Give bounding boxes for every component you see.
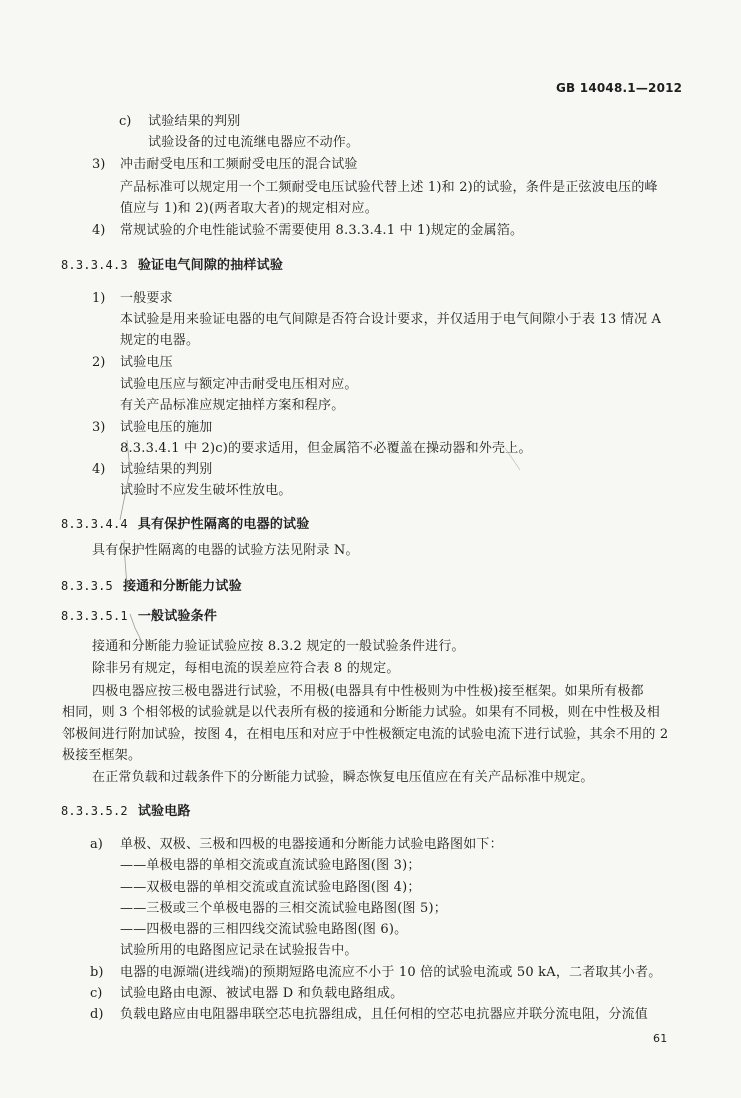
paragraph-line: 有关产品标准应规定抽样方案和程序。 (120, 398, 345, 413)
paragraph-line: 试验电压应与额定冲击耐受电压相对应。 (120, 377, 358, 392)
paragraph-line: 四极电器应按三极电器进行试验，不用极(电器具有中性极则为中性极)接至框架。如果所有极都 (92, 684, 644, 699)
paragraph-line: 产品标准可以规定用一个工频耐受电压试验代替上述 1)和 2)的试验，条件是正弦波电压的峰 (120, 180, 658, 195)
list-item-title: 冲击耐受电压和工频耐受电压的混合试验 (120, 157, 358, 172)
list-marker: b) (90, 965, 104, 980)
list-item-text: 常规试验的介电性能试验不需要使用 8.3.3.4.1 中 1)规定的金属箔。 (120, 223, 524, 238)
list-item-text: 电器的电源端(进线端)的预期短路电流应不小于 10 倍的试验电流或 50 kA，二者取其小者。 (120, 965, 662, 980)
list-subitem: ——三极或三个单极电器的三相交流试验电路图(图 5)； (120, 901, 447, 916)
list-marker: 4) (92, 462, 106, 477)
paragraph-line: 8.3.3.4.1 中 2)c)的要求适用，但金属箔不必覆盖在操动器和外壳上。 (120, 441, 532, 456)
paragraph-line: 除非另有规定，每相电流的误差应符合表 8 的规定。 (92, 661, 400, 676)
list-marker: 3) (92, 157, 106, 172)
section-title: 接通和分断能力试验 (122, 579, 242, 594)
list-marker: c) (119, 114, 132, 129)
paragraph-line: 在正常负载和过载条件下的分断能力试验，瞬态恢复电压值应在有关产品标准中规定。 (92, 770, 594, 785)
list-item-title: 试验结果的判别 (148, 114, 241, 129)
list-subitem: ——单极电器的单相交流或直流试验电路图(图 3)； (120, 858, 421, 873)
paragraph-line: 试验时不应发生破坏性放电。 (120, 483, 292, 498)
paragraph-line: 相同，则 3 个相邻极的试验就是以代表所有极的接通和分断能力试验。如果有不同极，则在中性极及相 (62, 705, 660, 720)
paragraph-line: 值应与 1)和 2)(两者取大者)的规定相对应。 (120, 201, 378, 216)
list-item-title: 试验电压的施加 (120, 420, 213, 435)
list-item-text: 单极、双极、三极和四极的电器接通和分断能力试验电路图如下： (120, 837, 503, 852)
paragraph-line: 具有保护性隔离的电器的试验方法见附录 N。 (92, 543, 359, 558)
section-number: 8.3.3.4.4 (61, 517, 128, 531)
list-marker: 2) (92, 355, 106, 370)
section-title: 具有保护性隔离的电器的试验 (137, 517, 310, 532)
section-number: 8.3.3.4.3 (61, 258, 128, 272)
page-number: 61 (653, 1032, 668, 1045)
paragraph-line: 接通和分断能力验证试验应按 8.3.2 规定的一般试验条件进行。 (92, 639, 465, 654)
list-subitem: ——四极电器的三相四线交流试验电路图(图 6)。 (120, 922, 408, 937)
section-title: 一般试验条件 (137, 609, 218, 624)
paragraph-line: 试验设备的过电流继电器应不动作。 (148, 135, 360, 150)
list-marker: a) (90, 837, 103, 852)
list-marker: 4) (92, 223, 106, 238)
list-marker: 3) (92, 420, 106, 435)
paragraph-line: 规定的电器。 (120, 333, 200, 348)
paragraph-line: 邻极间进行附加试验，按图 4，在相电压和对应于中性极额定电流的试验电流下进行试验，其余不用的 2 (62, 727, 669, 742)
section-number: 8.3.3.5 (61, 579, 113, 593)
list-item-text: 试验电路由电源、被试电器 D 和负载电路组成。 (120, 986, 404, 1001)
list-marker: c) (90, 986, 103, 1001)
list-item-title: 试验电压 (120, 355, 173, 370)
paragraph-line: 试验所用的电路图应记录在试验报告中。 (120, 943, 358, 958)
list-marker: d) (90, 1007, 104, 1022)
list-item-title: 试验结果的判别 (120, 462, 213, 477)
list-item-title: 一般要求 (120, 291, 173, 306)
standard-number: GB 14048.1—2012 (556, 81, 683, 95)
section-title: 验证电气间隙的抽样试验 (137, 258, 284, 273)
section-title: 试验电路 (137, 804, 191, 819)
paragraph-line: 极接至框架。 (62, 748, 142, 763)
list-item-text: 负载电路应由电阻器串联空芯电抗器组成，且任何相的空芯电抗器应并联分流电阻，分流值 (120, 1007, 649, 1022)
paragraph-line: 本试验是用来验证电器的电气间隙是否符合设计要求，并仅适用于电气间隙小于表 13 情况 A (120, 312, 662, 327)
list-subitem: ——双极电器的单相交流或直流试验电路图(图 4)； (120, 880, 421, 895)
section-number: 8.3.3.5.2 (61, 804, 128, 818)
section-number: 8.3.3.5.1 (61, 609, 128, 623)
list-marker: 1) (92, 291, 106, 306)
